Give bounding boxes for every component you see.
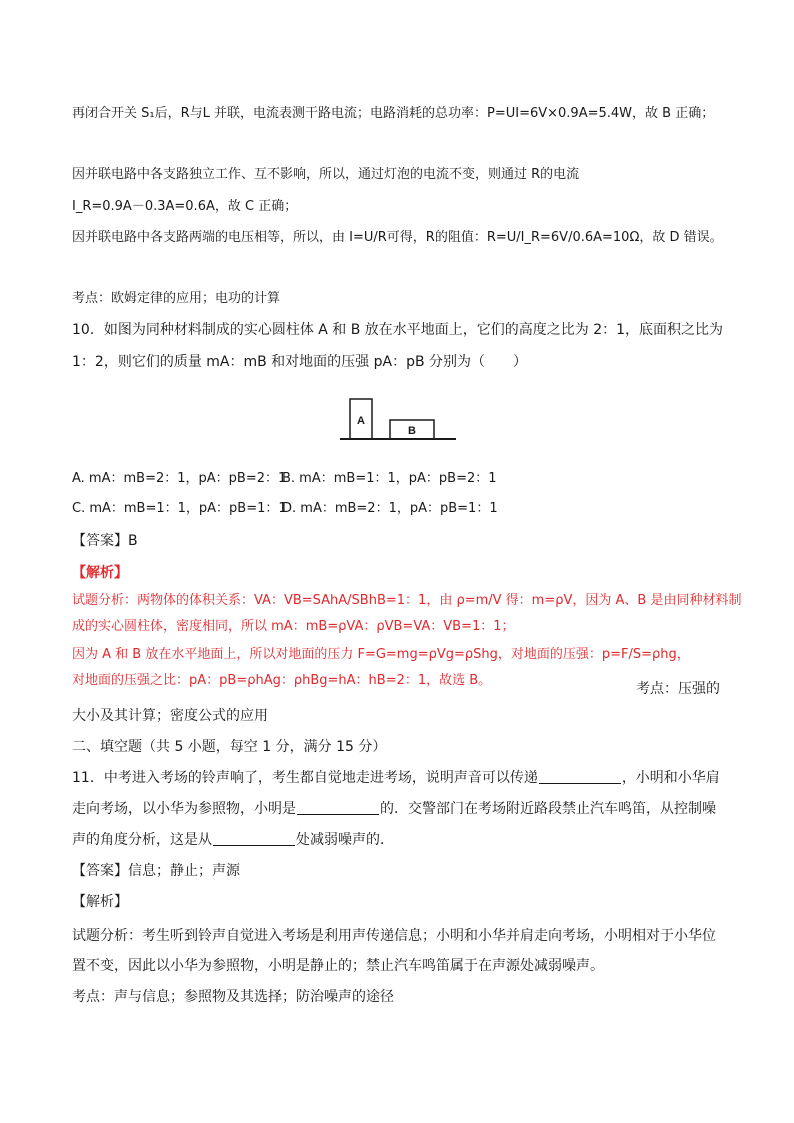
topic-line: 考点：欧姆定律的应用；电功的计算 <box>72 291 281 306</box>
question-11-line2 <box>72 799 716 819</box>
question-10-line2: 1：2，则它们的质量 mA：mB 和对地面的压强 pA：pB 分别为（ ） <box>72 354 528 370</box>
option-a: A. mA：mB=2：1，pA：pB=2：1 <box>72 471 287 486</box>
option-c: C. mA：mB=1：1，pA：pB=1：1 <box>72 501 287 516</box>
analysis-11-heading: 【解析】 <box>72 894 128 910</box>
topic-10-part1: 考点：压强的 <box>636 681 720 697</box>
cylinders-figure <box>338 394 458 444</box>
analysis-11-line: 置不变，因此以小华为参照物，小明是静止的；禁止汽车鸣笛属于在声源处减弱噪声。 <box>72 958 604 974</box>
analysis-11-line: 试题分析：考生听到铃声自觉进入考场是利用声传递信息；小明和小华并肩走向考场，小明相对于小华位 <box>72 928 716 944</box>
analysis-10-line: 成的实心圆柱体，密度相同，所以 mA：mB=ρVA：ρVB=VA：VB=1：1； <box>72 619 515 634</box>
answer-11: 【答案】信息；静止；声源 <box>72 863 240 879</box>
cylinder-a-label: A <box>357 415 365 427</box>
question-11-text: 11．中考进入考场的铃声响了，考生都自觉地走进考场，说明声音可以传递 <box>72 770 538 786</box>
answer-blank <box>539 769 621 784</box>
question-11-text: 声的角度分析，这是从 <box>72 832 212 848</box>
text-line: 因并联电路中各支路两端的电压相等，所以，由 I=U/R可得，R的阻值：R=U/I_R=6V/0.6A=10Ω，故 D 错误。 <box>72 230 723 245</box>
option-b: B. mA：mB=1：1，pA：pB=2：1 <box>282 471 497 486</box>
analysis-10-line: 因为 A 和 B 放在水平地面上，所以对地面的压力 F=G=mg=ρVg=ρShg，对地面的压强：p=F/S=ρhg， <box>72 647 690 662</box>
answer-blank <box>213 831 295 846</box>
question-11-line1 <box>72 768 720 788</box>
answer-10: 【答案】B <box>72 533 138 549</box>
option-d: D. mA：mB=2：1，pA：pB=1：1 <box>282 501 498 516</box>
analysis-10-heading: 【解析】 <box>72 565 128 581</box>
question-11-text: 的．交警部门在考场附近路段禁止汽车鸣笛，从控制噪 <box>380 801 716 817</box>
topic-11: 考点：声与信息；参照物及其选择；防治噪声的途径 <box>72 989 394 1005</box>
question-11-text: 处减弱噪声的． <box>296 832 394 848</box>
text-line: 因并联电路中各支路独立工作、互不影响，所以，通过灯泡的电流不变，则通过 R的电流 <box>72 167 580 182</box>
cylinder-b-label: B <box>408 425 416 437</box>
question-11-text: ，小明和小华肩 <box>621 770 720 786</box>
topic-10-part2: 大小及其计算；密度公式的应用 <box>72 708 268 724</box>
question-11-text: 走向考场，以小华为参照物，小明是 <box>72 801 296 817</box>
answer-blank <box>297 800 379 815</box>
question-11-line3 <box>72 830 394 850</box>
analysis-10-line: 试题分析：两物体的体积关系：VA：VB=SAhA/SBhB=1：1，由 ρ=m/V 得：m=ρV，因为 A、B 是由同种材料制 <box>72 593 742 608</box>
text-line: I_R=0.9A－0.3A=0.6A，故 C 正确； <box>72 199 298 214</box>
text-line: 再闭合开关 S₁后，R与L 并联，电流表测干路电流；电路消耗的总功率：P=UI=6V×0.9A=5.4W，故 B 正确； <box>72 106 715 121</box>
section-heading: 二、填空题（共 5 小题，每空 1 分，满分 15 分） <box>72 739 387 755</box>
analysis-10-line: 对地面的压强之比：pA：pB=ρhAg：ρhBg=hA：hB=2：1，故选 B。 <box>72 673 492 688</box>
question-10-line1: 10．如图为同种材料制成的实心圆柱体 A 和 B 放在水平地面上，它们的高度之比为 2：1，底面积之比为 <box>72 322 724 338</box>
